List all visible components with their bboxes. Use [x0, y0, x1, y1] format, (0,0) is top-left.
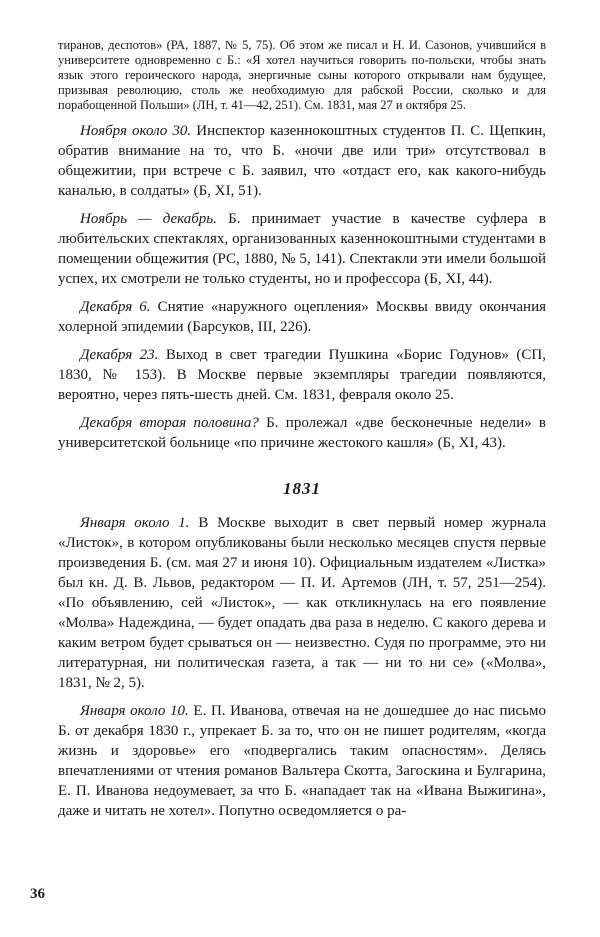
entry-text: В Москве выходит в свет первый номер журнала «Листок», в котором опубликованы были несколько месяцев спустя первые произведения Б. (см. мая 27 и июня 10). Официальным издателем «Листка» был кн. Д. В. Львов, редактором — П. И. Артемов (ЛН, т. 57, 251—254). «По объявлению, сей «Листок», — как откликнулась на его появление «Молва» Надеждина, — будет опадать два раза в неделю. С какого дерева и каким ветром будет срываться он — неизвестно. Судя по программе, это ни литературная, ни политическая газета, а так — ни то ни се» («Молва», 1831, № 2, 5). — [58, 515, 547, 691]
entry-dec-6 — [58, 297, 546, 337]
entry-dec-second-half — [58, 413, 546, 453]
entry-date: Января около 1. — [80, 515, 190, 531]
entry-dec-23 — [58, 345, 546, 405]
entry-date: Декабря 6. — [80, 299, 151, 315]
entry-text: Выход в свет трагедии Пушкина «Борис Годунов» (СП, 1830, № 153). В Москве первые экземпляры трагедии появляются, вероятно, через пять-шесть дней. См. 1831, февраля около 25. — [58, 347, 546, 403]
entry-date: Декабря 23. — [80, 347, 159, 363]
entry-text: Е. П. Иванова, отвечая на не дошедшее до нас письмо Б. от декабря 1830 г., упрекает Б. за то, что он не пишет родителям, «когда жизнь и здоровье» его «подвергались таким опасностям». Делясь впечатлениями от чтения романов Вальтера Скотта, Загоскина и Булгарина, Е. П. Иванова недоумевает, за что Б. «нападает так на «Ивана Выжигина», даже и читать не хотел». Попутно осведомляется о ра- — [58, 703, 546, 819]
entry-jan-1 — [58, 513, 546, 693]
entry-text: Снятие «наружного оцепления» Москвы ввиду окончания холерной эпидемии (Барсуков, III, 226). — [58, 299, 546, 335]
page-content — [58, 38, 546, 821]
entry-date: Января около 10. — [80, 703, 189, 719]
entry-text: Инспектор казеннокоштных студентов П. С. Щепкин, обратив внимание на то, что Б. «ночи две или три» отсутствовал в общежитии, при встрече с Б. заявил, что «отдаст его, как какого-нибудь каналью, в солдаты» (Б, XI, 51). — [58, 123, 546, 199]
entry-nov-30 — [58, 121, 546, 201]
entry-date: Ноябрь — декабрь. — [80, 211, 217, 227]
page-number: 36 — [30, 886, 45, 902]
entry-date: Декабря вторая половина? — [80, 415, 259, 431]
entry-nov-dec — [58, 209, 546, 289]
entry-date: Ноября около 30. — [80, 123, 192, 139]
entry-jan-10 — [58, 701, 546, 821]
year-heading: 1831 — [283, 479, 321, 498]
entry-text: Б. пролежал «две бесконечные недели» в университетской больнице «по причине жестокого кашля» (Б, XI, 43). — [58, 415, 546, 451]
entry-text: Б. принимает участие в качестве суфлера в любительских спектаклях, организованных казеннокоштными студентами в помещении общежития (РС, 1880, № 5, 141). Спектакли эти имели большой успех, их смотрели не только студенты, но и профессора (Б, XI, 44). — [58, 211, 546, 287]
continued-paragraph: тиранов, деспотов» (РА, 1887, № 5, 75). Об этом же писал и Н. И. Сазонов, учившийся в университете одновременно с Б.: «Я хотел научиться говорить по-польски, чтобы знать язык этого героического народа, энергичные сыны которого открывали нам будущее, призывая революцию, столь же необходимую для рабской России, сколько и для порабощенной Польши» (ЛН, т. 41—42, 251). См. 1831, мая 27 и октября 25. — [58, 38, 546, 112]
